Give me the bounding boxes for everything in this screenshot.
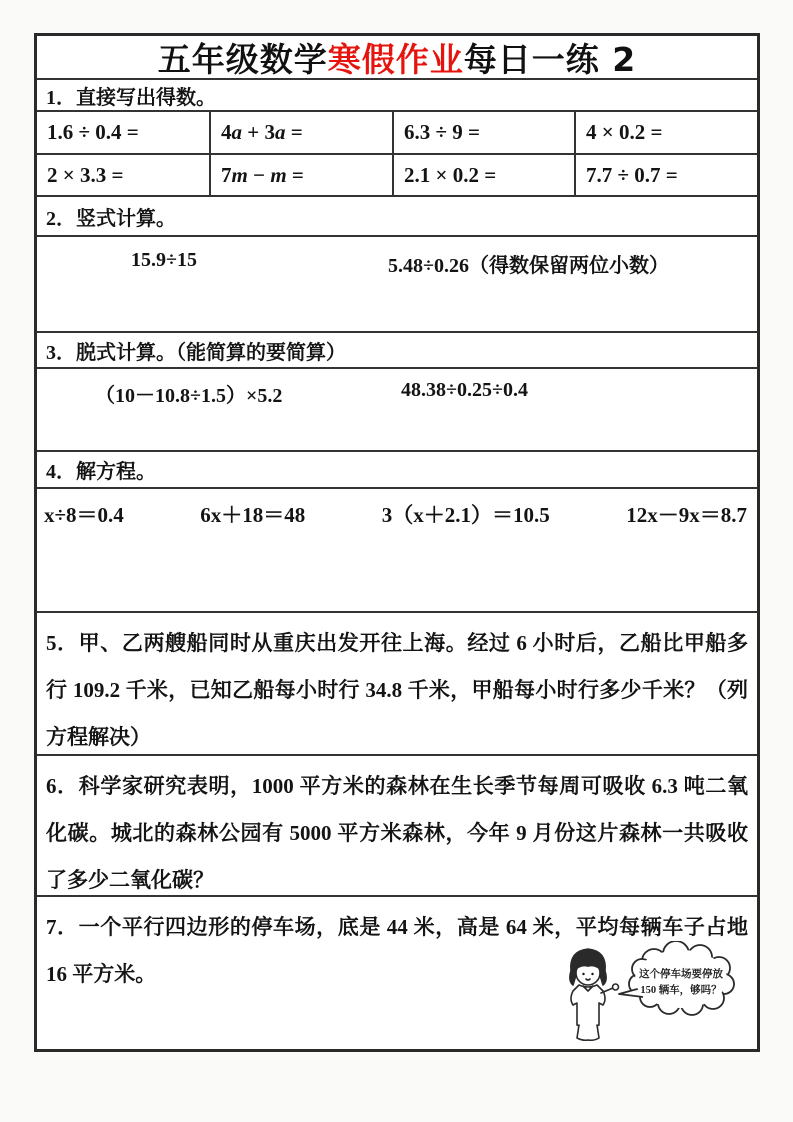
quick-calc-cell: 2 × 3.3 = [37, 155, 211, 195]
quick-calc-cell: 7.7 ÷ 0.7 = [586, 162, 678, 187]
quick-calc-cell: 6.3 ÷ 9 = [394, 112, 576, 153]
girl-figure [570, 949, 619, 1040]
title-highlight: 寒假作业 [327, 39, 464, 79]
equation-3: 3（x＋2.1）＝10.5 [381, 503, 550, 527]
step-calc-problem-left: （10－10.8÷1.5）×5.2 [95, 385, 283, 407]
section-4-label [37, 452, 757, 489]
section-5 [37, 613, 757, 756]
speech-bubble [619, 941, 734, 1015]
step-calc-problem-right: 48.38÷0.25÷0.4 [401, 379, 528, 401]
page-title [158, 34, 636, 81]
section-6 [37, 756, 757, 897]
quick-calc-cell: 7 m − m = [211, 155, 394, 195]
section-7 [37, 897, 757, 1049]
section-2-label [37, 197, 757, 237]
quick-calc-cell: 4 a + 3 a = [211, 112, 394, 153]
girl-illustration [553, 941, 755, 1045]
section-2-label-text: 2．竖式计算。 [46, 207, 176, 230]
section-2-workspace [37, 237, 757, 333]
speech-bubble-line2: 150 辆车，够吗？ [640, 985, 722, 996]
worksheet-table [34, 33, 760, 1052]
section-4-workspace [37, 489, 757, 613]
equation-2: 6x＋18＝48 [200, 503, 306, 527]
title-part1: 五年级数学 [157, 39, 328, 79]
word-problem-7: 7．一个平行四边形的停车场，底是 44 米，高是 64 米，平均每辆车子占地 16 平方米。 [46, 915, 748, 986]
quick-calc-row-2 [37, 155, 757, 197]
section-3-workspace [37, 369, 757, 452]
quick-calc-cell: 1.6 ÷ 0.4 = [37, 112, 211, 153]
speech-bubble-line1: 这个停车场要停放 [639, 969, 723, 980]
quick-calc-row-1 [37, 112, 757, 155]
section-3-label [37, 333, 757, 369]
quick-calc-cell: 2.1 × 0.2 = [394, 155, 576, 195]
title-row [37, 36, 757, 80]
section-1-label-text: 1．直接写出得数。 [46, 86, 216, 109]
section-3-label-text: 3．脱式计算。（能简算的要简算） [46, 341, 346, 364]
section-1-label [37, 80, 757, 112]
word-problem-5: 5．甲、乙两艘船同时从重庆出发开往上海。经过 6 小时后，乙船比甲船多行 109.2 千米，已知乙船每小时行 34.8 千米，甲船每小时行多少千米？（列方程解决） [46, 631, 748, 749]
vertical-calc-problem-right: 5.48÷0.26（得数保留两位小数） [388, 255, 669, 277]
word-problem-6: 6．科学家研究表明，1000 平方米的森林在生长季节每周可吸收 6.3 吨二氧化碳。城北的森林公园有 5000 平方米森林，今年 9 月份这片森林一共吸收了多少二氧化碳？ [46, 774, 748, 892]
vertical-calc-problem-left: 15.9÷15 [131, 249, 197, 271]
section-4-label-text: 4．解方程。 [46, 461, 156, 483]
quick-calc-cell: 4 × 0.2 = [586, 120, 663, 144]
title-part3: 每日一练 2 [463, 39, 637, 79]
equation-1: x÷8＝0.4 [44, 503, 124, 527]
equation-4: 12x－9x＝8.7 [626, 503, 747, 527]
